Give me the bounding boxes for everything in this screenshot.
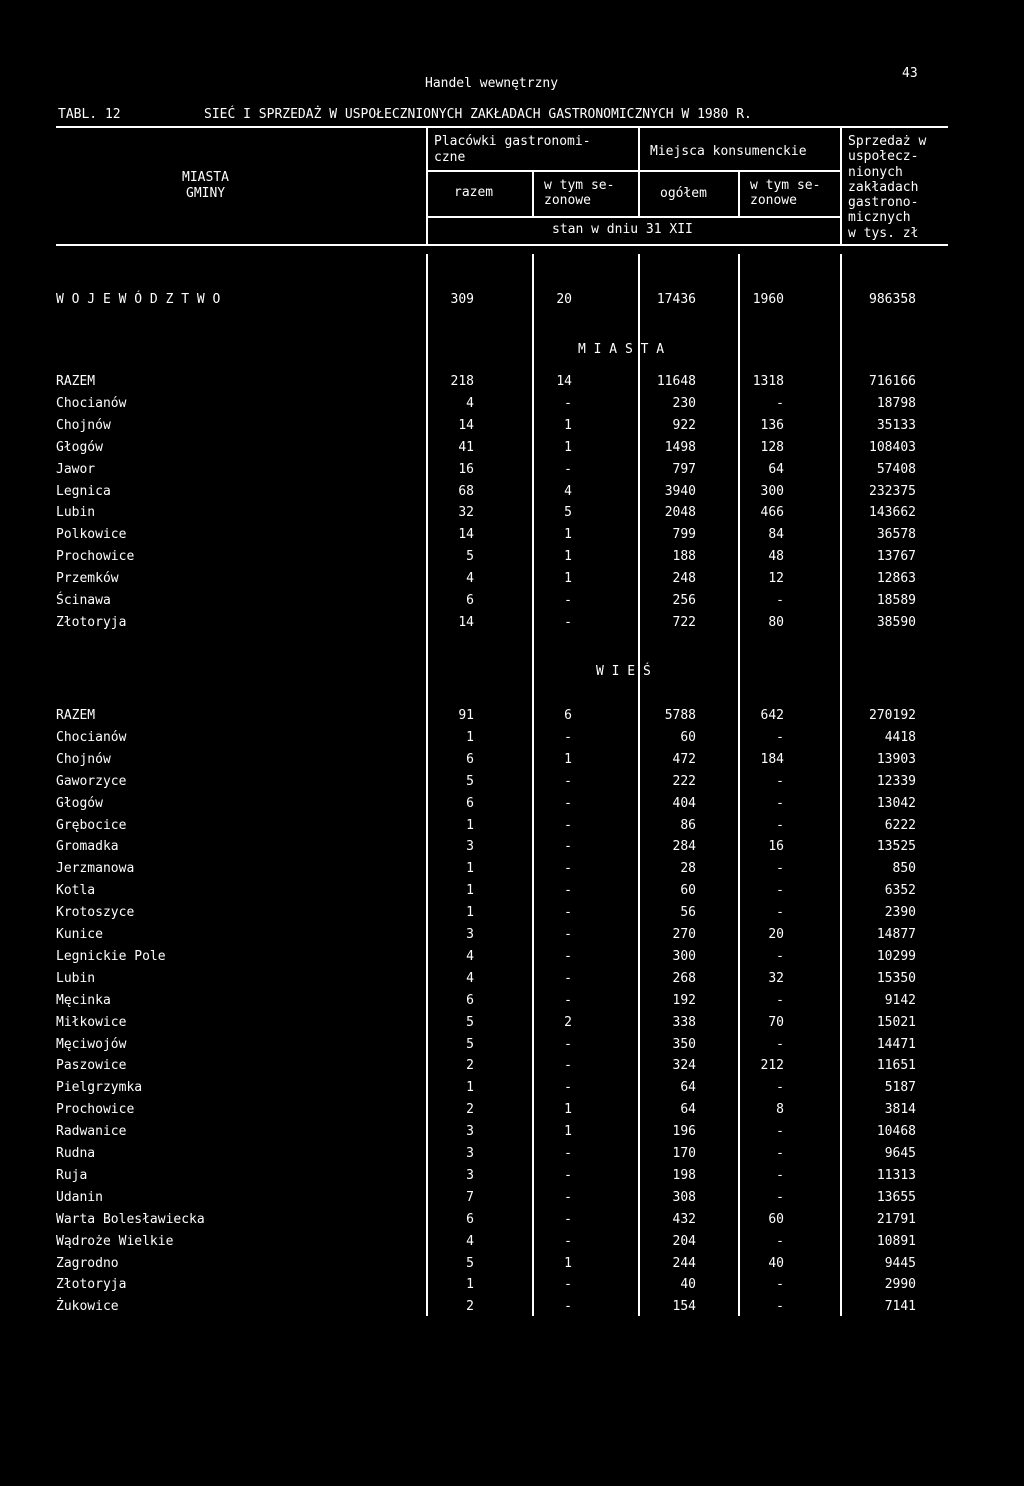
cell-placowki-sezonowe: 5 [564,505,572,521]
row-label: Legnickie Pole [56,948,166,964]
vline-h1 [426,126,428,244]
vline-h5 [840,126,842,244]
cell-placowki-sezonowe: - [564,1058,572,1074]
cell-placowki-razem: 6 [466,992,474,1008]
col-sezonowe-1-line1: w tym se- [544,178,615,193]
cell-miejsca-ogolem: 300 [672,948,696,964]
placowki-heading-line2: czne [434,150,466,165]
row-label: Ruja [56,1167,88,1183]
cell-miejsca-ogolem: 284 [672,839,696,855]
cell-sprzedaz: 14877 [876,927,916,942]
cell-placowki-sezonowe: 1 [564,527,572,543]
row-label: Gromadka [56,839,119,855]
cell-placowki-sezonowe: - [564,593,572,608]
cell-miejsca-sezonowe: 466 [760,505,784,521]
row-label: Złotoryja [56,614,127,630]
cell-placowki-sezonowe: - [564,1167,572,1183]
cell-miejsca-sezonowe: 64 [768,461,784,477]
row-label: Przemków [56,571,119,587]
cell-miejsca-sezonowe: 642 [760,708,784,723]
cell-sprzedaz: 13042 [876,795,916,811]
sprzedaz-line-2: uspołecz- [848,149,919,165]
cell-miejsca-sezonowe: 16 [768,839,784,855]
cell-placowki-razem: 3 [466,1124,474,1140]
row-label: Krotoszyce [56,905,135,921]
row-label: Złotoryja [56,1277,127,1293]
cell-sprzedaz: 13903 [876,751,916,767]
cell-sprzedaz: 2390 [884,905,916,921]
cell-miejsca-ogolem: 170 [672,1146,696,1161]
cell-miejsca-ogolem: 222 [672,773,696,789]
cell-miejsca-sezonowe: 70 [768,1014,784,1030]
cell-sprzedaz: 5187 [884,1080,916,1096]
vline-h3 [638,126,640,216]
cell-miejsca-sezonowe: - [776,948,784,964]
placowki-heading [434,134,591,166]
sprzedaz-heading [848,134,926,241]
cell-miejsca-ogolem: 60 [680,883,696,899]
cell-placowki-razem: 1 [466,729,474,745]
row-label: Chojnów [56,751,111,767]
cell-miejsca-sezonowe: 184 [760,751,784,767]
cell-placowki-razem: 4 [466,970,474,986]
cell-placowki-sezonowe: 1 [564,751,572,767]
cell-miejsca-sezonowe: - [776,1146,784,1161]
cell-placowki-razem: 5 [466,1014,474,1030]
cell-placowki-sezonowe: 1 [564,1102,572,1118]
wojewodztwo-miejsca-sezonowe: 1960 [752,292,784,307]
row-label: Ścinawa [56,593,111,608]
cell-placowki-sezonowe: - [564,927,572,942]
placowki-heading-line1: Placówki gastronomi- [434,134,591,149]
cell-placowki-razem: 4 [466,948,474,964]
row-label: Głogów [56,795,103,811]
cell-placowki-sezonowe: - [564,773,572,789]
cell-miejsca-ogolem: 472 [672,751,696,767]
cell-miejsca-ogolem: 799 [672,527,696,543]
cell-sprzedaz: 57408 [876,461,916,477]
vline-b1 [426,254,428,1316]
cell-sprzedaz: 2990 [884,1277,916,1293]
cell-miejsca-ogolem: 188 [672,549,696,565]
cell-miejsca-ogolem: 922 [672,417,696,433]
cell-miejsca-ogolem: 324 [672,1058,696,1074]
cell-miejsca-ogolem: 404 [672,795,696,811]
vline-b3 [638,254,640,1316]
cell-placowki-sezonowe: 1 [564,1124,572,1140]
cell-placowki-sezonowe: - [564,1080,572,1096]
col-sezonowe-1-line2: zonowe [544,193,591,208]
cell-placowki-razem: 7 [466,1189,474,1205]
cell-miejsca-ogolem: 1498 [664,439,696,455]
row-label: Jerzmanowa [56,861,135,877]
cell-sprzedaz: 36578 [876,527,916,543]
cell-placowki-razem: 2 [466,1299,474,1315]
col-ogolem: ogółem [660,186,707,201]
wojewodztwo-razem: 309 [450,292,474,307]
cell-placowki-sezonowe: - [564,614,572,630]
sprzedaz-line-7: w tys. zł [848,225,919,241]
cell-miejsca-ogolem: 797 [672,461,696,477]
wojewodztwo-sezonowe: 20 [556,292,572,307]
cell-placowki-razem: 1 [466,817,474,833]
cell-miejsca-ogolem: 722 [672,614,696,630]
wojewodztwo-sprzedaz: 986358 [869,292,916,307]
cell-sprzedaz: 21791 [876,1211,916,1227]
row-label: Gaworzyce [56,773,127,789]
cell-placowki-sezonowe: - [564,795,572,811]
cell-miejsca-ogolem: 86 [680,817,696,833]
cell-placowki-sezonowe: 1 [564,571,572,587]
cell-miejsca-sezonowe: - [776,817,784,833]
cell-placowki-razem: 3 [466,1146,474,1161]
cell-miejsca-sezonowe: 212 [760,1058,784,1074]
row-label: Wądroże Wielkie [56,1233,174,1249]
cell-sprzedaz: 270192 [869,708,916,723]
cell-miejsca-ogolem: 338 [672,1014,696,1030]
sprzedaz-line-1: Sprzedaż w [848,134,927,149]
cell-miejsca-ogolem: 28 [680,861,696,877]
row-label: Rudna [56,1146,96,1161]
cell-placowki-sezonowe: - [564,1036,572,1052]
cell-miejsca-sezonowe: 60 [768,1211,784,1227]
cell-sprzedaz: 11313 [876,1167,916,1183]
cell-placowki-razem: 4 [466,1233,474,1249]
cell-placowki-sezonowe: - [564,970,572,986]
wies-heading: W I E Ś [596,664,651,679]
miasta-heading: M I A S T A [578,342,665,357]
cell-sprzedaz: 35133 [876,417,916,433]
cell-miejsca-sezonowe: - [776,1124,784,1140]
row-label: Udanin [56,1189,103,1205]
row-label: Kotla [56,883,96,899]
cell-miejsca-sezonowe: - [776,395,784,411]
wojewodztwo-ogolem: 17436 [656,292,696,307]
row-label: Legnica [56,483,111,499]
cell-miejsca-sezonowe: - [776,905,784,921]
row-label: Chojnów [56,417,111,433]
cell-sprzedaz: 10891 [876,1233,916,1249]
cell-placowki-razem: 14 [458,417,474,433]
cell-placowki-razem: 4 [466,571,474,587]
cell-placowki-razem: 6 [466,593,474,608]
row-label: Radwanice [56,1124,127,1140]
cell-sprzedaz: 6222 [884,817,916,833]
row-label: Zagrodno [56,1255,119,1271]
cell-placowki-razem: 6 [466,751,474,767]
cell-miejsca-sezonowe: - [776,1036,784,1052]
cell-placowki-sezonowe: 1 [564,549,572,565]
cell-miejsca-sezonowe: - [776,729,784,745]
cell-miejsca-sezonowe: - [776,773,784,789]
cell-miejsca-sezonowe: - [776,992,784,1008]
sprzedaz-line-4: zakładach [848,179,919,195]
col-sezonowe-2-line1: w tym se- [750,178,821,193]
row-label: Żukowice [56,1299,119,1315]
cell-miejsca-ogolem: 268 [672,970,696,986]
cell-placowki-sezonowe: - [564,1211,572,1227]
rule-top [56,126,948,128]
col-razem: razem [454,185,494,200]
cell-placowki-razem: 6 [466,795,474,811]
cell-miejsca-sezonowe: - [776,795,784,811]
cell-placowki-razem: 1 [466,905,474,921]
cell-placowki-razem: 3 [466,1167,474,1183]
cell-placowki-sezonowe: - [564,1277,572,1293]
cell-miejsca-sezonowe: - [776,883,784,899]
cell-placowki-sezonowe: 6 [564,708,572,723]
table-number: TABL. 12 [58,107,121,122]
row-label: Paszowice [56,1058,127,1074]
vline-h4 [738,170,740,216]
vline-b2 [532,254,534,1316]
cell-placowki-razem: 5 [466,773,474,789]
cell-placowki-sezonowe: - [564,883,572,899]
row-label: Prochowice [56,549,135,565]
row-label: Pielgrzymka [56,1080,143,1096]
cell-miejsca-sezonowe: 1318 [752,374,784,389]
row-label: Jawor [56,461,96,477]
cell-miejsca-sezonowe: 128 [760,439,784,455]
cell-placowki-razem: 1 [466,883,474,899]
cell-placowki-razem: 14 [458,527,474,543]
row-label: RAZEM [56,374,96,389]
cell-miejsca-ogolem: 204 [672,1233,696,1249]
cell-placowki-razem: 2 [466,1102,474,1118]
cell-sprzedaz: 7141 [884,1299,916,1315]
cell-miejsca-sezonowe: 84 [768,527,784,543]
cell-sprzedaz: 12863 [876,571,916,587]
cell-miejsca-sezonowe: - [776,1080,784,1096]
cell-placowki-razem: 6 [466,1211,474,1227]
cell-placowki-razem: 5 [466,1255,474,1271]
cell-sprzedaz: 18589 [876,593,916,608]
cell-placowki-razem: 218 [450,374,474,389]
col-sezonowe-1 [544,178,614,208]
cell-miejsca-sezonowe: - [776,593,784,608]
cell-sprzedaz: 15021 [876,1014,916,1030]
cell-placowki-sezonowe: - [564,461,572,477]
cell-miejsca-ogolem: 11648 [656,374,696,389]
cell-placowki-razem: 3 [466,927,474,942]
cell-placowki-sezonowe: - [564,1189,572,1205]
cell-miejsca-sezonowe: - [776,1299,784,1315]
cell-sprzedaz: 15350 [876,970,916,986]
cell-placowki-razem: 5 [466,549,474,565]
cell-placowki-razem: 14 [458,614,474,630]
cell-placowki-razem: 41 [458,439,474,455]
row-label: Lubin [56,505,96,521]
row-label: Lubin [56,970,96,986]
cell-placowki-razem: 1 [466,1277,474,1293]
cell-miejsca-ogolem: 3940 [664,483,696,499]
cell-miejsca-ogolem: 192 [672,992,696,1008]
row-label: Grębocice [56,817,127,833]
page-number: 43 [902,66,918,81]
cell-miejsca-sezonowe: 48 [768,549,784,565]
cell-sprzedaz: 13525 [876,839,916,855]
cell-sprzedaz: 9645 [884,1146,916,1161]
row-label: Głogów [56,439,103,455]
cell-sprzedaz: 716166 [869,374,916,389]
cell-placowki-sezonowe: 2 [564,1014,572,1030]
cell-miejsca-ogolem: 2048 [664,505,696,521]
cell-miejsca-sezonowe: 12 [768,571,784,587]
row-label: Polkowice [56,527,127,543]
cell-miejsca-ogolem: 154 [672,1299,696,1315]
cell-miejsca-ogolem: 56 [680,905,696,921]
cell-miejsca-ogolem: 230 [672,395,696,411]
cell-miejsca-ogolem: 196 [672,1124,696,1140]
cell-sprzedaz: 232375 [869,483,916,499]
cell-miejsca-sezonowe: - [776,1189,784,1205]
miejsca-heading: Miejsca konsumenckie [650,144,807,159]
col-sezonowe-2 [750,178,820,208]
cell-placowki-sezonowe: - [564,1146,572,1161]
cell-sprzedaz: 13655 [876,1189,916,1205]
table-title: SIEĆ I SPRZEDAŻ W USPOŁECZNIONYCH ZAKŁADACH GASTRONOMICZNYCH W 1980 R. [204,107,752,122]
cell-miejsca-sezonowe: 80 [768,614,784,630]
cell-placowki-sezonowe: - [564,817,572,833]
vline-b5 [840,254,842,1316]
cell-sprzedaz: 108403 [869,439,916,455]
stub-heading-line1: MIASTA [182,170,229,185]
cell-miejsca-sezonowe: 32 [768,970,784,986]
cell-placowki-sezonowe: 1 [564,439,572,455]
cell-placowki-sezonowe: - [564,948,572,964]
cell-sprzedaz: 13767 [876,549,916,565]
cell-placowki-sezonowe: - [564,1233,572,1249]
cell-miejsca-sezonowe: 300 [760,483,784,499]
vline-b4 [738,254,740,1316]
cell-sprzedaz: 18798 [876,395,916,411]
cell-miejsca-sezonowe: 20 [768,927,784,942]
section-title: Handel wewnętrzny [425,76,559,91]
cell-sprzedaz: 38590 [876,614,916,630]
cell-miejsca-ogolem: 350 [672,1036,696,1052]
cell-miejsca-sezonowe: - [776,1233,784,1249]
cell-placowki-razem: 1 [466,861,474,877]
cell-placowki-razem: 1 [466,1080,474,1096]
stub-heading-line2: GMINY [186,186,226,201]
cell-sprzedaz: 12339 [876,773,916,789]
cell-miejsca-sezonowe: 8 [776,1102,784,1118]
cell-sprzedaz: 3814 [884,1102,916,1118]
cell-placowki-sezonowe: - [564,729,572,745]
cell-sprzedaz: 4418 [884,729,916,745]
row-label: Warta Bolesławiecka [56,1211,205,1227]
cell-placowki-razem: 4 [466,395,474,411]
cell-miejsca-ogolem: 60 [680,729,696,745]
cell-sprzedaz: 14471 [876,1036,916,1052]
cell-placowki-sezonowe: - [564,992,572,1008]
cell-placowki-sezonowe: - [564,839,572,855]
row-label: Męciwojów [56,1036,127,1052]
cell-placowki-razem: 16 [458,461,474,477]
cell-sprzedaz: 9142 [884,992,916,1008]
cell-miejsca-ogolem: 64 [680,1102,696,1118]
row-label: Chocianów [56,729,127,745]
rule-header-mid [426,170,840,172]
cell-placowki-sezonowe: 1 [564,1255,572,1271]
cell-placowki-sezonowe: 1 [564,417,572,433]
cell-sprzedaz: 11651 [876,1058,916,1074]
row-label: Chocianów [56,395,127,411]
cell-placowki-sezonowe: 14 [556,374,572,389]
cell-miejsca-sezonowe: - [776,861,784,877]
cell-miejsca-ogolem: 198 [672,1167,696,1183]
sprzedaz-line-6: micznych [848,210,911,226]
cell-miejsca-ogolem: 40 [680,1277,696,1293]
vline-h2 [532,170,534,216]
cell-miejsca-sezonowe: 40 [768,1255,784,1271]
cell-miejsca-ogolem: 64 [680,1080,696,1096]
cell-sprzedaz: 6352 [884,883,916,899]
cell-placowki-sezonowe: - [564,1299,572,1315]
cell-placowki-razem: 2 [466,1058,474,1074]
cell-sprzedaz: 10468 [876,1124,916,1140]
row-label: Męcinka [56,992,111,1008]
cell-sprzedaz: 9445 [884,1255,916,1271]
cell-sprzedaz: 850 [892,861,916,877]
cell-placowki-sezonowe: 4 [564,483,572,499]
cell-miejsca-sezonowe: - [776,1277,784,1293]
cell-placowki-sezonowe: - [564,905,572,921]
rule-header-stan [426,216,840,218]
row-label: Kunice [56,927,103,942]
cell-sprzedaz: 143662 [869,505,916,521]
rule-header-bottom [56,244,948,246]
row-label: RAZEM [56,708,96,723]
sprzedaz-line-5: gastrono- [848,195,919,211]
cell-placowki-razem: 68 [458,483,474,499]
stan-heading: stan w dniu 31 XII [552,222,693,237]
cell-sprzedaz: 10299 [876,948,916,964]
cell-placowki-razem: 32 [458,505,474,521]
wojewodztwo-label: W O J E W Ó D Z T W O [56,292,221,307]
col-sezonowe-2-line2: zonowe [750,193,797,208]
cell-placowki-razem: 3 [466,839,474,855]
cell-placowki-razem: 5 [466,1036,474,1052]
cell-miejsca-ogolem: 244 [672,1255,696,1271]
cell-miejsca-ogolem: 432 [672,1211,696,1227]
cell-miejsca-ogolem: 256 [672,593,696,608]
cell-miejsca-ogolem: 248 [672,571,696,587]
cell-miejsca-ogolem: 5788 [664,708,696,723]
cell-miejsca-sezonowe: 136 [760,417,784,433]
cell-placowki-sezonowe: - [564,861,572,877]
cell-placowki-razem: 91 [458,708,474,723]
cell-miejsca-ogolem: 270 [672,927,696,942]
row-label: Miłkowice [56,1014,127,1030]
sprzedaz-line-3: nionych [848,164,903,180]
cell-miejsca-ogolem: 308 [672,1189,696,1205]
row-label: Prochowice [56,1102,135,1118]
cell-placowki-sezonowe: - [564,395,572,411]
cell-miejsca-sezonowe: - [776,1167,784,1183]
